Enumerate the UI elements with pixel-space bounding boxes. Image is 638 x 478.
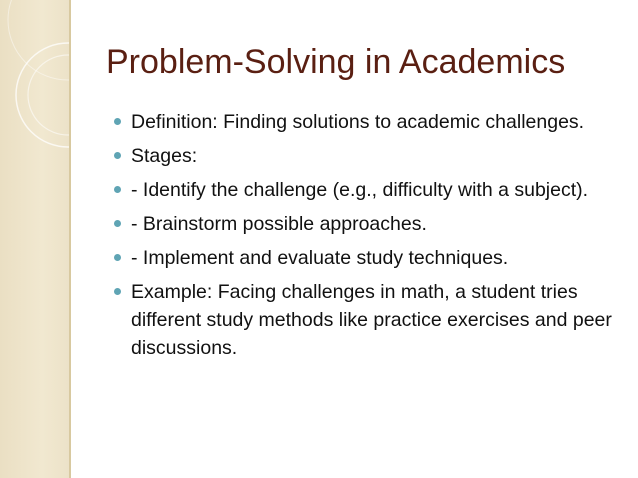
bullet-text: - Implement and evaluate study techniques. [131,247,509,269]
decorative-side-panel [0,0,70,478]
bullet-item-example [114,278,614,362]
circle-bullet-icon [114,152,121,159]
bullet-text: - Identify the challenge (e.g., difficulty with a subject). [131,179,589,201]
slide-title: Problem-Solving in Academics [106,43,566,81]
bullet-item-brainstorm [114,210,614,238]
bullet-text: - Brainstorm possible approaches. [131,213,427,235]
bullet-item-stages [114,142,614,170]
bullet-item-definition [114,108,614,136]
bullet-text: Definition: Finding solutions to academic challenges. [131,111,585,133]
bullet-list [114,108,614,368]
bullet-text: Example: Facing challenges in math, a student tries different study methods like practice exercises and peer discussions. [131,281,612,359]
concentric-arcs-decoration-icon [0,0,70,478]
circle-bullet-icon [114,220,121,227]
bullet-item-identify [114,176,614,204]
side-panel-edge [69,0,71,478]
bullet-item-implement [114,244,614,272]
circle-bullet-icon [114,118,121,125]
circle-bullet-icon [114,288,121,295]
circle-bullet-icon [114,254,121,261]
circle-bullet-icon [114,186,121,193]
bullet-text: Stages: [131,145,198,167]
